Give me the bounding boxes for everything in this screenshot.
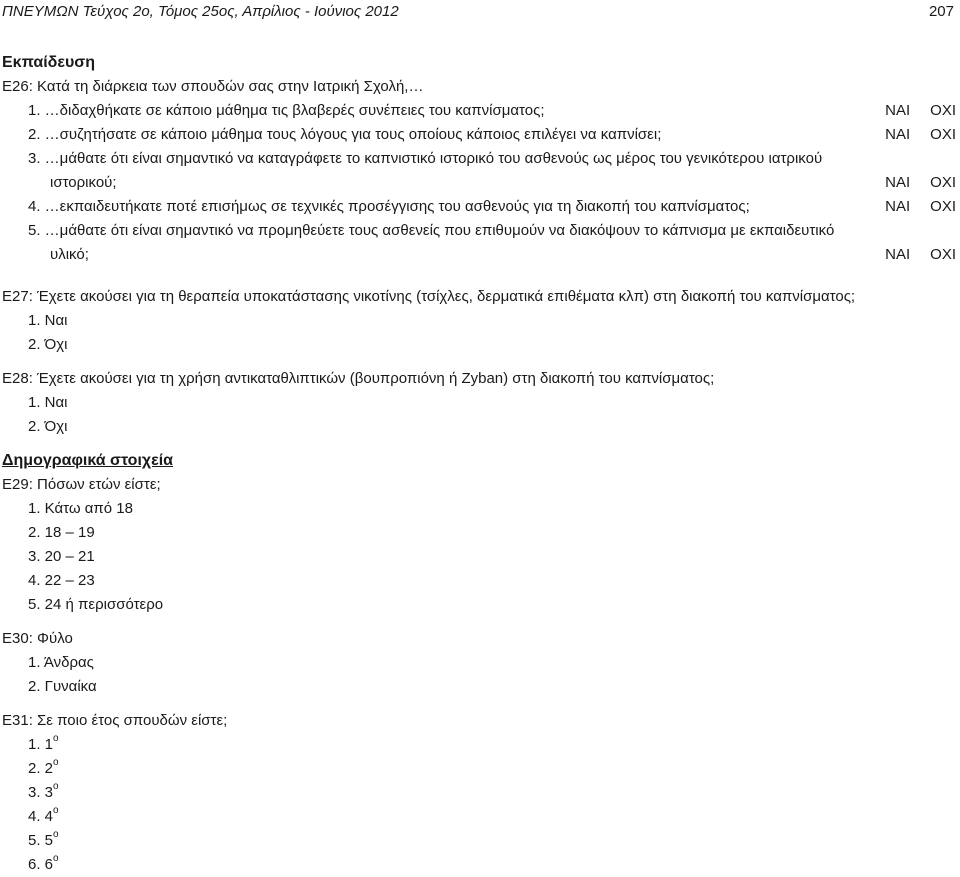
yes-option[interactable]: ΝΑΙ (885, 246, 911, 263)
e31-option-text: 4. 4 (28, 808, 54, 825)
e29-option[interactable]: 5. 24 ή περισσότερο (28, 596, 164, 613)
e31-option[interactable] (2, 829, 958, 853)
e30-option-female[interactable]: 2. Γυναίκα (28, 678, 97, 695)
yes-option[interactable]: ΝΑΙ (885, 198, 911, 215)
e31-option-text: 3. 3 (28, 784, 54, 801)
spacer (2, 267, 958, 285)
e26-item-5 (2, 219, 958, 243)
yes-option[interactable]: ΝΑΙ (885, 102, 911, 119)
spacer (2, 357, 958, 367)
e29-option[interactable]: 1. Κάτω από 18 (28, 500, 133, 517)
no-option[interactable]: ΟΧΙ (930, 198, 956, 215)
section-title-demographics: Δημογραφικά στοιχεία (2, 452, 173, 469)
e26-item-1 (2, 99, 958, 123)
e26-item-cont-text: υλικό; (50, 246, 89, 263)
e26-item-text: 4. …εκπαιδευτήκατε ποτέ επισήμως σε τεχνικές προσέγγισης του ασθενούς για τη διακοπή του καπνίσματος; (28, 198, 750, 215)
yes-no-options (885, 123, 958, 147)
e26-item-3-continuation (2, 171, 958, 195)
journal-title: ΠΝΕΥΜΩΝ Τεύχος 2ο, Τόμος 25ος, Απρίλιος - Ιούνιος 2012 (2, 3, 399, 20)
question-e31: Ε31: Σε ποιο έτος σπουδών είστε; (2, 712, 228, 729)
question-e28: Ε28: Έχετε ακούσει για τη χρήση αντικαταθλιπτικών (βουπροπιόνη ή Zyban) στη διακοπή του καπνίσματος; (2, 370, 715, 387)
e29-option[interactable]: 4. 22 – 23 (28, 572, 95, 589)
ordinal-suffix: ο (53, 829, 59, 840)
ordinal-suffix: ο (53, 853, 59, 864)
question-e30: Ε30: Φύλο (2, 630, 73, 647)
spacer (2, 439, 958, 449)
e26-item-text: 1. …διδαχθήκατε σε κάποιο μάθημα τις βλαβερές συνέπειες του καπνίσματος; (28, 102, 545, 119)
spacer (2, 617, 958, 627)
yes-option[interactable]: ΝΑΙ (885, 126, 911, 143)
yes-no-options (885, 243, 958, 267)
e26-item-5-continuation (2, 243, 958, 267)
e26-item-cont-text: ιστορικού; (50, 174, 117, 191)
e26-item-text: 5. …μάθατε ότι είναι σημαντικό να προμηθεύετε τους ασθενείς που επιθυμούν να διακόψουν το κάπνισμα με εκπαιδευτικό (28, 222, 835, 239)
page-number: 207 (928, 3, 954, 20)
e27-option-yes[interactable]: 1. Ναι (28, 312, 68, 329)
e31-option[interactable] (2, 733, 958, 757)
e31-option-text: 2. 2 (28, 760, 54, 777)
e27-option-no[interactable]: 2. Όχι (28, 336, 68, 353)
ordinal-suffix: ο (53, 805, 59, 816)
no-option[interactable]: ΟΧΙ (930, 174, 956, 191)
e31-option-text: 6. 6 (28, 856, 54, 873)
spacer (2, 699, 958, 709)
question-e29: Ε29: Πόσων ετών είστε; (2, 476, 161, 493)
yes-option[interactable]: ΝΑΙ (885, 174, 911, 191)
e26-item-4 (2, 195, 958, 219)
ordinal-suffix: ο (53, 757, 59, 768)
e31-option[interactable] (2, 853, 958, 877)
yes-no-options (885, 99, 958, 123)
page-header (0, 0, 960, 24)
no-option[interactable]: ΟΧΙ (930, 246, 956, 263)
yes-no-options (885, 195, 958, 219)
e29-option[interactable]: 3. 20 – 21 (28, 548, 95, 565)
e26-item-text: 2. …συζητήσατε σε κάποιο μάθημα τους λόγους για τους οποίους κάποιος επιλέγει να καπνίσει; (28, 126, 662, 143)
e28-option-no[interactable]: 2. Όχι (28, 418, 68, 435)
ordinal-suffix: ο (53, 733, 59, 744)
yes-no-options (885, 171, 958, 195)
e31-option-text: 1. 1 (28, 736, 54, 753)
e31-option[interactable] (2, 757, 958, 781)
e31-option[interactable] (2, 805, 958, 829)
questionnaire (2, 51, 958, 877)
question-e26: Ε26: Κατά τη διάρκεια των σπουδών σας στην Ιατρική Σχολή,… (2, 78, 424, 95)
e30-option-male[interactable]: 1. Άνδρας (28, 654, 94, 671)
e31-option[interactable] (2, 781, 958, 805)
e29-option[interactable]: 2. 18 – 19 (28, 524, 95, 541)
e28-option-yes[interactable]: 1. Ναι (28, 394, 68, 411)
no-option[interactable]: ΟΧΙ (930, 102, 956, 119)
e26-item-text: 3. …μάθατε ότι είναι σημαντικό να καταγράφετε το καπνιστικό ιστορικό του ασθενούς ως μέρος του γενικότερου ιατρικού (28, 150, 823, 167)
section-title-education: Εκπαίδευση (2, 54, 96, 71)
e31-option-text: 5. 5 (28, 832, 54, 849)
e26-item-2 (2, 123, 958, 147)
e26-item-3 (2, 147, 958, 171)
ordinal-suffix: ο (53, 781, 59, 792)
no-option[interactable]: ΟΧΙ (930, 126, 956, 143)
question-e27: Ε27: Έχετε ακούσει για τη θεραπεία υποκατάστασης νικοτίνης (τσίχλες, δερματικά επιθέματα κλπ) στη διακοπή του καπνίσματος; (2, 288, 856, 305)
